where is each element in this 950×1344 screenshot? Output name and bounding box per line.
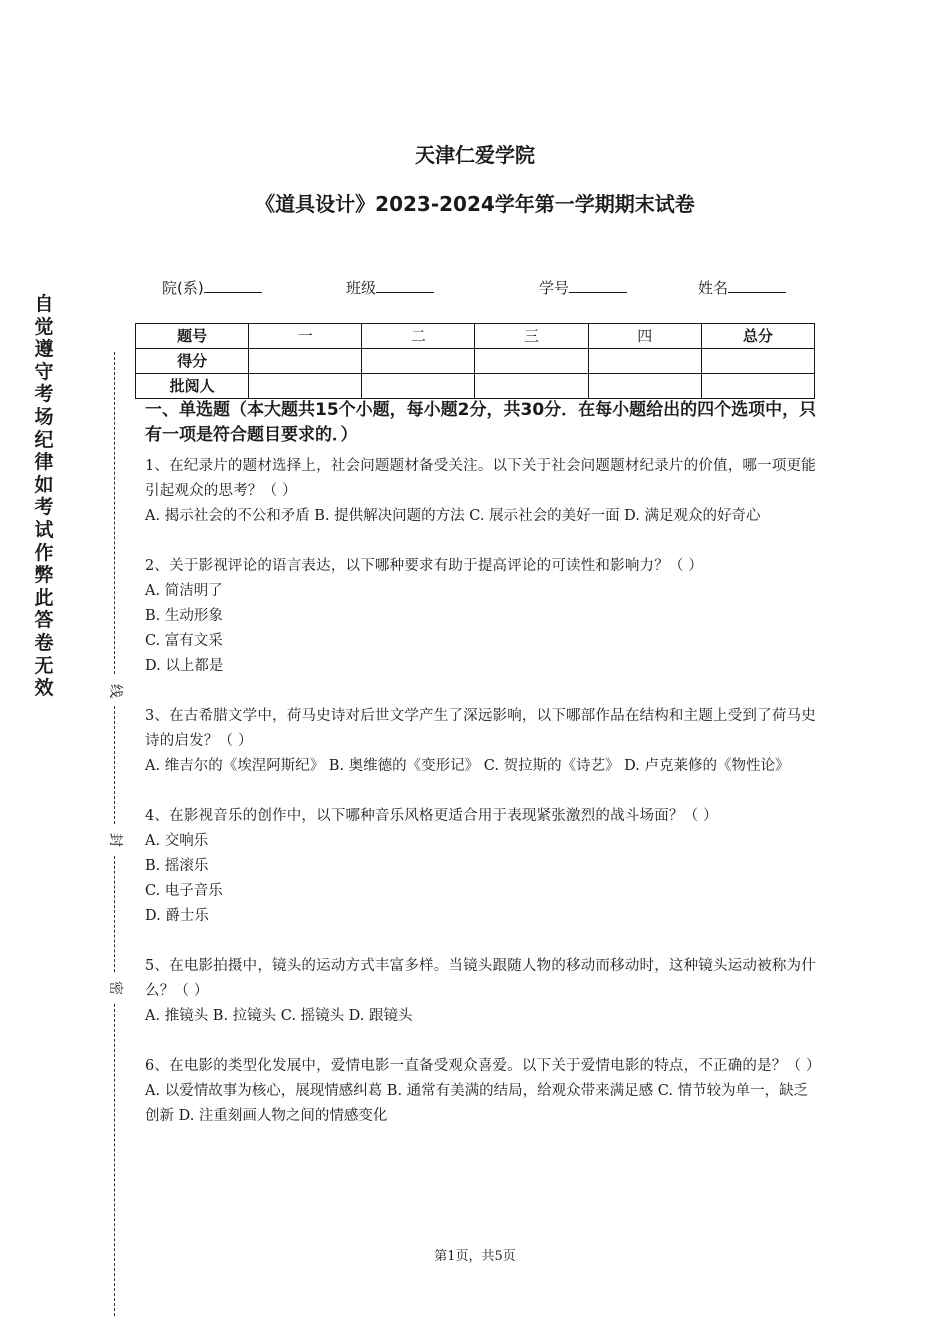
question-stem: 5、在电影拍摄中，镜头的运动方式丰富多样。当镜头跟随人物的移动而移动时，这种镜头运动被称为什么？（ ） — [145, 958, 816, 999]
binding-dashed-line — [114, 1004, 115, 1316]
info-field-student-id[interactable]: 学号 — [539, 276, 627, 298]
binding-mark-secret: 密 — [107, 981, 123, 995]
question-4 — [145, 804, 817, 929]
question-6 — [145, 1054, 821, 1129]
option-b[interactable]: B. 生动形象 — [145, 608, 223, 624]
question-5 — [145, 954, 817, 1029]
score-cell[interactable] — [701, 349, 814, 374]
option-d[interactable]: D. 爵士乐 — [145, 908, 209, 924]
score-cell[interactable] — [249, 349, 362, 374]
header-cell: 一 — [249, 324, 362, 349]
exam-title: 《道具设计》2023-2024学年第一学期期末试卷 — [255, 192, 695, 216]
option-a[interactable]: A. 简洁明了 — [145, 583, 223, 599]
info-field-name[interactable]: 姓名 — [698, 276, 786, 298]
header-cell: 四 — [588, 324, 701, 349]
header-cell: 二 — [362, 324, 475, 349]
question-section — [145, 398, 821, 1129]
binding-mark-line: 线 — [107, 684, 123, 698]
grader-cell[interactable] — [701, 374, 814, 399]
grader-cell[interactable] — [588, 374, 701, 399]
section-heading: 一、单选题（本大题共15个小题，每小题2分，共30分．在每小题给出的四个选项中，只有一项是符合题目要求的．） — [145, 400, 817, 445]
grader-row — [136, 374, 815, 399]
option-c[interactable]: C. 富有文采 — [145, 633, 223, 649]
name-blank[interactable] — [728, 276, 786, 293]
student-id-blank[interactable] — [569, 276, 627, 293]
header-cell: 三 — [475, 324, 588, 349]
score-table-header-row — [136, 324, 815, 349]
question-options[interactable]: A. 以爱情故事为核心，展现情感纠葛 B. 通常有美满的结局，给观众带来满足感 C. 情节较为单一，缺乏创新 D. 注重刻画人物之间的情感变化 — [145, 1083, 809, 1124]
option-d[interactable]: D. 以上都是 — [145, 658, 224, 674]
header-cell: 题号 — [136, 324, 249, 349]
question-3 — [145, 704, 817, 779]
score-table — [135, 323, 815, 399]
score-cell[interactable] — [475, 349, 588, 374]
department-blank[interactable] — [204, 276, 262, 293]
binding-dashed-line — [114, 352, 115, 674]
score-cell[interactable] — [588, 349, 701, 374]
header-cell: 总分 — [701, 324, 814, 349]
question-stem: 3、在古希腊文学中，荷马史诗对后世文学产生了深远影响，以下哪部作品在结构和主题上受到了荷马史诗的启发？（ ） — [145, 708, 816, 749]
student-info-row — [0, 276, 950, 298]
question-stem: 1、在纪录片的题材选择上，社会问题题材备受关注。以下关于社会问题题材纪录片的价值，哪一项更能引起观众的思考？（ ） — [145, 458, 816, 499]
info-field-class[interactable]: 班级 — [346, 276, 434, 298]
option-b[interactable]: B. 摇滚乐 — [145, 858, 209, 874]
question-stem: 6、在电影的类型化发展中，爱情电影一直备受观众喜爱。以下关于爱情电影的特点，不正确的是？（ ） — [145, 1058, 821, 1074]
grader-cell[interactable] — [362, 374, 475, 399]
question-stem: 4、在影视音乐的创作中，以下哪种音乐风格更适合用于表现紧张激烈的战斗场面？（ ） — [145, 808, 718, 824]
class-blank[interactable] — [376, 276, 434, 293]
binding-dashed-line — [114, 706, 115, 824]
question-stem: 2、关于影视评论的语言表达，以下哪种要求有助于提高评论的可读性和影响力？（ ） — [145, 558, 704, 574]
question-1 — [145, 454, 817, 529]
grader-cell[interactable] — [249, 374, 362, 399]
option-a[interactable]: A. 交响乐 — [145, 833, 209, 849]
school-name: 天津仁爱学院 — [415, 143, 535, 167]
question-options[interactable]: A. 揭示社会的不公和矛盾 B. 提供解决问题的方法 C. 展示社会的美好一面 D. 满足观众的好奇心 — [145, 508, 761, 524]
row-label: 批阅人 — [136, 374, 249, 399]
binding-dashed-line — [114, 856, 115, 972]
exam-discipline-notice: 自觉遵守考场纪律如考试作弊此答卷无效 — [34, 293, 54, 700]
row-label: 得分 — [136, 349, 249, 374]
question-options[interactable]: A. 推镜头 B. 拉镜头 C. 摇镜头 D. 跟镜头 — [145, 1008, 413, 1024]
question-2 — [145, 554, 817, 679]
grader-cell[interactable] — [475, 374, 588, 399]
score-row — [136, 349, 815, 374]
score-cell[interactable] — [362, 349, 475, 374]
question-options[interactable]: A. 维吉尔的《埃涅阿斯纪》 B. 奥维德的《变形记》 C. 贺拉斯的《诗艺》 D. 卢克莱修的《物性论》 — [145, 758, 790, 774]
page-footer: 第1页，共5页 — [434, 1249, 516, 1264]
info-field-department[interactable]: 院(系) — [162, 276, 262, 298]
option-c[interactable]: C. 电子音乐 — [145, 883, 223, 899]
binding-mark-seal: 封 — [107, 833, 123, 847]
